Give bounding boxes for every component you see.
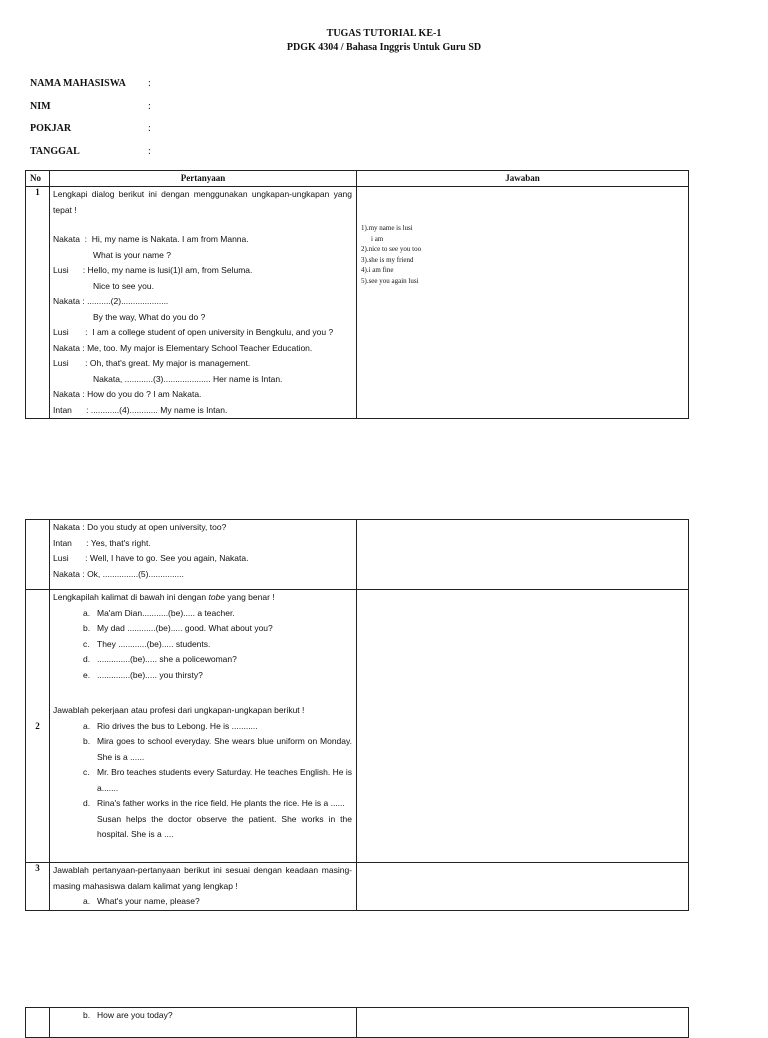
field-colon: : [148,123,151,134]
header-answer: Jawaban [357,171,689,187]
dialog-line: Intan : Yes, that's right. [53,537,151,548]
list-item: b. My dad ............(be)..... good. What about you? [83,623,273,633]
field-label: NIM [30,101,51,112]
dialog-line: Nice to see you. [93,280,154,291]
dialog-line: By the way, What do you do ? [93,311,206,322]
question-cell [50,520,357,590]
answer-cell[interactable] [357,863,689,911]
question-number: 3 [26,863,50,911]
question-cell [50,590,357,863]
list-item: c. Mr. Bro teaches students every Saturday. He teaches English. He is a....... [83,767,352,793]
dialog-line: Lusi : Well, I have to go. See you again, Nakata. [53,553,249,563]
table-row-q1 [26,187,689,419]
list-item: Susan helps the doctor observe the patient. She works in the hospital. She is a .... [97,813,352,839]
header-question: Pertanyaan [50,171,357,187]
answer-cell[interactable] [357,187,689,419]
question-instruction: Jawablah pertanyaan-pertanyaan berikut ini sesuai dengan keadaan masing-masing mahasiswa dalam kalimat yang lengkap ! [53,865,352,891]
answer-line: 4).i am fine [361,266,394,274]
header-no: No [26,171,50,187]
dialog-line: Nakata, ............(3).................... Her name is Intan. [93,373,283,384]
field-colon: : [148,101,151,112]
field-label: TANGGAL [30,146,80,157]
list-item: c. They ............(be)..... students. [83,638,211,649]
field-colon: : [148,146,151,157]
dialog-line: Lusi : I am a college student of open university in Bengkulu, and you ? [53,327,334,337]
table-row-q3 [26,863,689,911]
answer-cell[interactable] [357,590,689,863]
question-cell [50,187,357,419]
table-row-q3-continued [26,1008,689,1038]
answer-line: 1).my name is lusi [361,224,413,232]
question-instruction: Lengkapi dialog berikut ini dengan menggunakan ungkapan-ungkapan yang tepat ! [53,189,352,215]
list-item: d. ..............(be)..... she a policewoman? [83,654,237,664]
field-pokjar [30,123,151,134]
dialog-line: What is your name ? [93,249,171,260]
dialog-line: Nakata : How do you do ? I am Nakata. [53,389,202,399]
answer-cell[interactable] [357,520,689,590]
list-item: a. Ma'am Dian...........(be)..... a teacher. [83,607,235,618]
dialog-line: Nakata : Me, too. My major is Elementary School Teacher Education. [53,342,313,353]
table-row-q2 [26,590,689,863]
dialog-line: Intan : ............(4)............ My name is Intan. [53,404,228,415]
answer-line: i am [371,234,384,243]
question-number: 1 [26,187,50,419]
field-label: NAMA MAHASISWA [30,78,126,89]
dialog-line: Nakata : Do you study at open university, too? [53,522,227,532]
answer-cell[interactable] [357,1008,689,1038]
list-item: b. Mira goes to school everyday. She wears blue uniform on Monday. She is a ...... [83,736,352,762]
list-item: d. Rina's father works in the rice field. He plants the rice. He is a ...... [83,798,345,808]
question-cell [50,863,357,911]
field-colon: : [148,78,151,89]
question-number: 2 [26,590,50,863]
dialog-line: Nakata : Hi, my name is Nakata. I am from Manna. [53,234,249,244]
dialog-line: Lusi : Hello, my name is lusi(1)I am, from Seluma. [53,265,253,275]
document-subtitle: PDGK 4304 / Bahasa Inggris Untuk Guru SD [286,42,482,53]
list-item: e. ..............(be)..... you thirsty? [83,669,203,680]
list-item: a. What's your name, please? [83,896,200,906]
answer-line: 2).nice to see you too [361,245,422,253]
assignment-table-page1 [25,170,689,419]
dialog-line: Lusi : Oh, that's great. My major is management. [53,358,251,368]
question-cell [50,1008,357,1038]
field-tanggal [30,146,151,157]
assignment-table-page3 [25,1007,689,1038]
field-nama-mahasiswa [30,78,151,89]
list-item: a. Rio drives the bus to Lebong. He is ........... [83,720,258,731]
list-item: b. How are you today? [83,1010,173,1020]
table-header-row [26,171,689,187]
answer-line: 3).she is my friend [361,255,414,264]
field-nim [30,101,151,112]
document-title: TUGAS TUTORIAL KE-1 [326,28,442,39]
dialog-line: Nakata : Ok, ...............(5)............... [53,568,184,579]
assignment-table-page2 [25,519,689,911]
answer-line: 5).see you again lusi [361,276,419,285]
dialog-line: Nakata : ..........(2).................... [53,296,169,306]
field-label: POKJAR [30,123,72,134]
question-instruction: Jawablah pekerjaan atau profesi dari ungkapan-ungkapan berikut ! [53,705,305,715]
table-row-q1-continued [26,520,689,590]
question-instruction: Lengkapilah kalimat di bawah ini dengan tobe yang benar ! [53,592,275,602]
